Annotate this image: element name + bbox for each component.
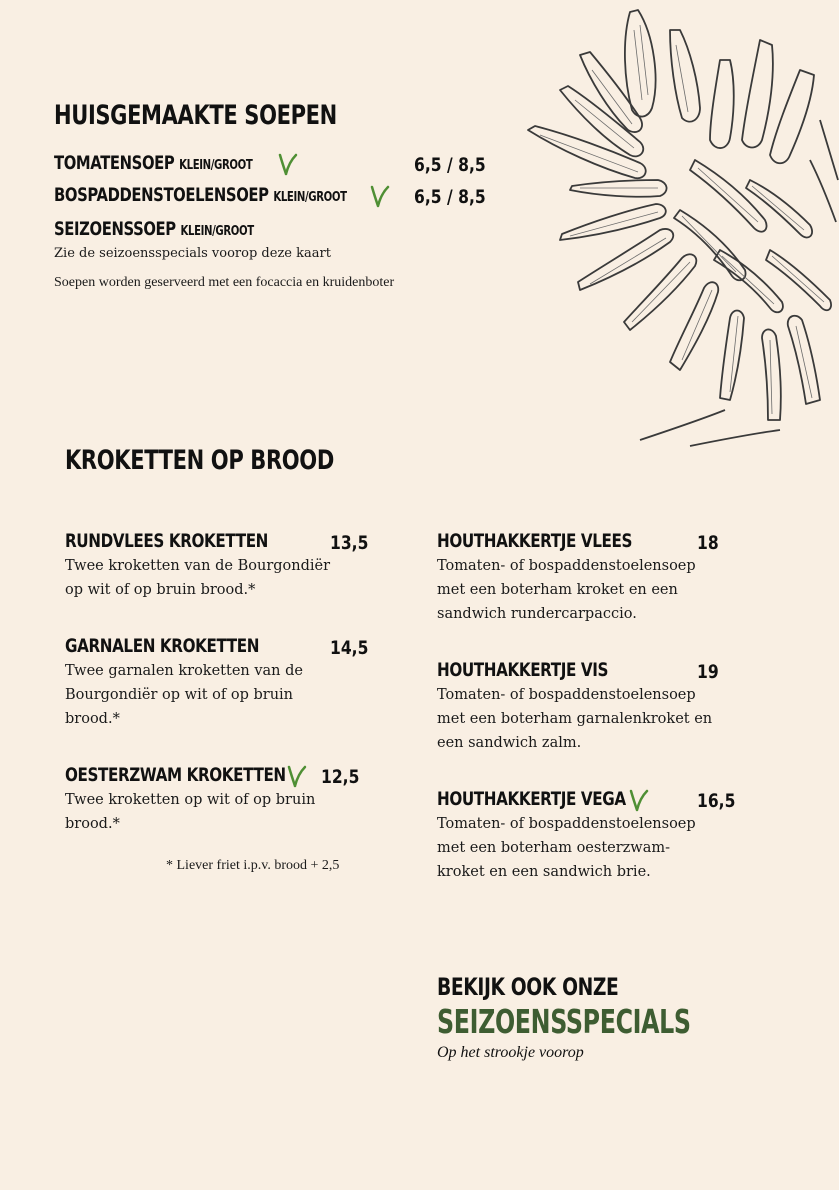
desc-line: Tomaten- of bospaddenstoelensoep xyxy=(437,816,696,832)
item-title: RUNDVLEES KROKETTEN xyxy=(65,530,268,552)
promo-subtitle: Op het strookje voorop xyxy=(437,1044,584,1061)
leaf-icon xyxy=(283,764,307,788)
soups-note: Soepen worden geserveerd met een focaccia en kruidenboter xyxy=(54,275,395,290)
desc-line: Twee kroketten op wit of op bruin xyxy=(65,792,316,808)
desc-line: Tomaten- of bospaddenstoelensoep xyxy=(437,558,696,574)
soup-seizoen-desc: Zie de seizoensspecials voorop deze kaart xyxy=(54,246,331,261)
menu-item-garnalen xyxy=(65,635,375,731)
soup-name xyxy=(54,152,252,174)
menu-item-oesterzwam xyxy=(65,764,375,836)
soup-size: KLEIN/GROOT xyxy=(179,158,253,173)
soup-item-seizoen xyxy=(54,218,494,240)
croquettes-heading: KROKETTEN OP BROOD xyxy=(65,445,334,476)
soup-price: 6,5 / 8,5 xyxy=(414,154,486,176)
desc-line: Twee garnalen kroketten van de xyxy=(65,663,303,679)
menu-item-houthakkertje-vega xyxy=(437,788,767,884)
item-title: GARNALEN KROKETTEN xyxy=(65,635,260,657)
promo-line-2: SEIZOENSSPECIALS xyxy=(437,1002,691,1041)
desc-line: een sandwich zalm. xyxy=(437,735,582,751)
item-title: OESTERZWAM KROKETTEN xyxy=(65,764,286,786)
menu-item-rundvlees xyxy=(65,530,375,602)
soup-title: SEIZOENSSOEP xyxy=(54,218,176,240)
desc-line: brood.* xyxy=(65,711,120,727)
item-price: 19 xyxy=(697,661,719,683)
item-price: 18 xyxy=(697,532,719,554)
item-price: 16,5 xyxy=(697,790,736,812)
soups-heading: HUISGEMAAKTE SOEPEN xyxy=(54,100,337,131)
leaf-icon xyxy=(625,788,649,812)
soup-price: 6,5 / 8,5 xyxy=(414,186,486,208)
soup-name xyxy=(54,218,397,240)
desc-line: Twee kroketten van de Bourgondiër xyxy=(65,558,331,574)
item-title: HOUTHAKKERTJE VIS xyxy=(437,659,609,681)
desc-line: met een boterham kroket en een xyxy=(437,582,678,598)
desc-line: met een boterham oesterzwam- xyxy=(437,840,671,856)
desc-line: kroket en een sandwich brie. xyxy=(437,864,651,880)
item-price: 12,5 xyxy=(321,766,360,788)
leaf-icon xyxy=(366,184,390,208)
leaf-icon xyxy=(274,152,298,176)
desc-line: Tomaten- of bospaddenstoelensoep xyxy=(437,687,696,703)
menu-item-houthakkertje-vis xyxy=(437,659,767,755)
item-price: 13,5 xyxy=(330,532,369,554)
item-price: 14,5 xyxy=(330,637,369,659)
item-title: HOUTHAKKERTJE VLEES xyxy=(437,530,633,552)
soup-item-tomaten xyxy=(54,152,494,180)
soup-title: BOSPADDENSTOELENSOEP xyxy=(54,184,269,206)
item-desc xyxy=(65,554,375,602)
desc-line: op wit of op bruin brood.* xyxy=(65,582,256,598)
soup-name xyxy=(54,184,347,206)
desc-line: met een boterham garnalenkroket en xyxy=(437,711,713,727)
promo-line-1: BEKIJK OOK ONZE xyxy=(437,973,619,1001)
item-desc xyxy=(437,683,767,755)
footnote: * Liever friet i.p.v. brood + 2,5 xyxy=(166,858,340,873)
item-desc xyxy=(65,659,375,731)
soup-size: KLEIN/GROOT xyxy=(180,224,254,239)
soup-item-bospaddenstoelen xyxy=(54,184,494,212)
desc-line: sandwich rundercarpaccio. xyxy=(437,606,637,622)
desc-line: Bourgondiër op wit of op bruin xyxy=(65,687,294,703)
item-title: HOUTHAKKERTJE VEGA xyxy=(437,788,626,810)
soup-size: KLEIN/GROOT xyxy=(273,190,347,205)
soup-title: TOMATENSOEP xyxy=(54,152,175,174)
pinecone-illustration xyxy=(520,0,839,450)
menu-item-houthakkertje-vlees xyxy=(437,530,767,626)
item-desc xyxy=(65,788,375,836)
desc-line: brood.* xyxy=(65,816,120,832)
item-desc xyxy=(437,554,767,626)
item-desc xyxy=(437,812,767,884)
